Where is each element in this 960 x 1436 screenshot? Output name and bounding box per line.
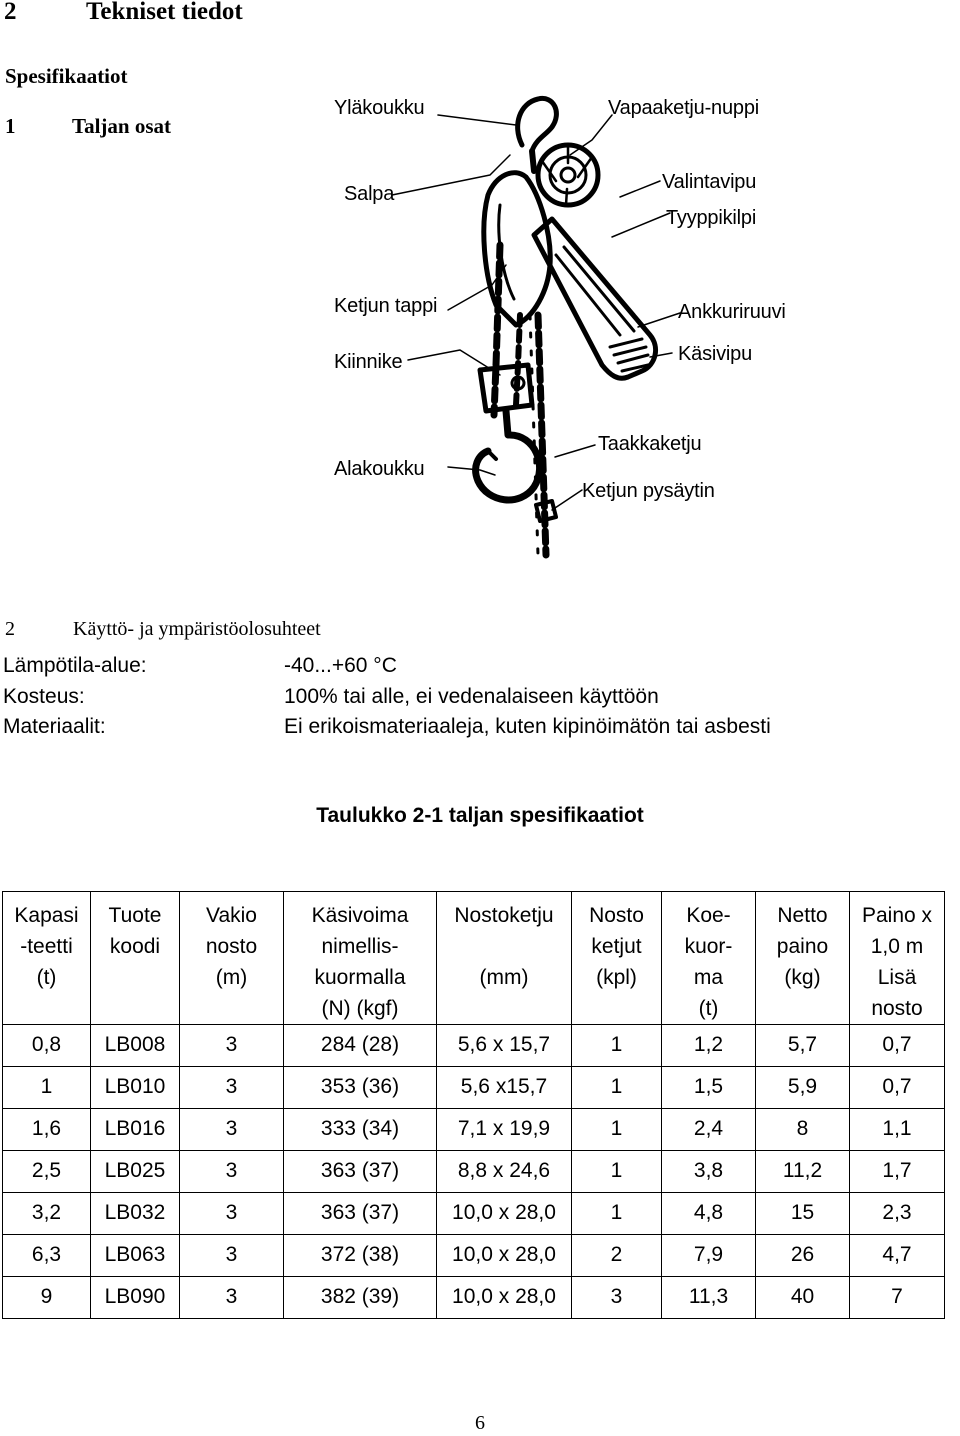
table-cell: LB090 <box>91 1277 180 1319</box>
condition-row <box>3 654 397 678</box>
label-valintavipu: Valintavipu <box>662 171 757 193</box>
table-cell: 2 <box>572 1235 662 1277</box>
label-ketjun-pysaytin: Ketjun pysäytin <box>582 480 715 502</box>
table-cell: 26 <box>756 1235 850 1277</box>
subheading: Spesifikaatiot <box>5 64 128 88</box>
table-cell: 7,1 x 19,9 <box>437 1109 572 1151</box>
table-cell: 1 <box>3 1067 91 1109</box>
label-alakoukku: Alakoukku <box>334 458 425 480</box>
condition-row <box>3 685 659 709</box>
table-row <box>3 1193 945 1235</box>
table-cell: 0,7 <box>850 1067 945 1109</box>
parts-heading <box>5 114 171 139</box>
table-caption-text: Taulukko 2-1 taljan spesifikaatiot <box>316 804 644 827</box>
table-cell: 0,7 <box>850 1025 945 1067</box>
conditions-heading <box>5 618 321 641</box>
table-row <box>3 1067 945 1109</box>
table-cell: LB025 <box>91 1151 180 1193</box>
header-capacity: Kapasi -teetti (t) <box>3 892 91 1025</box>
table-cell: 1 <box>572 1067 662 1109</box>
conditions-heading-number: 2 <box>5 618 15 640</box>
table-cell: 3 <box>572 1277 662 1319</box>
header-chain-falls: Nosto ketjut (kpl) <box>572 892 662 1025</box>
table-cell: 3 <box>180 1235 284 1277</box>
table-cell: 3,8 <box>662 1151 756 1193</box>
label-ylakoukku: Yläkoukku <box>334 97 425 119</box>
label-salpa: Salpa <box>344 183 395 205</box>
table-row <box>3 1109 945 1151</box>
table-cell: 8,8 x 24,6 <box>437 1151 572 1193</box>
section-heading <box>0 0 243 26</box>
condition-label: Kosteus: <box>3 685 85 708</box>
table-cell: 5,7 <box>756 1025 850 1067</box>
header-hand-force: Käsivoima nimellis- kuormalla (N) (kgf) <box>284 892 437 1025</box>
label-vapaaketju-nuppi: Vapaaketju-nuppi <box>608 97 759 119</box>
table-cell: LB008 <box>91 1025 180 1067</box>
label-kiinnike: Kiinnike <box>334 351 403 373</box>
table-cell: 40 <box>756 1277 850 1319</box>
table-cell: LB032 <box>91 1193 180 1235</box>
table-cell: 11,2 <box>756 1151 850 1193</box>
table-cell: 5,6 x15,7 <box>437 1067 572 1109</box>
table-cell: 4,8 <box>662 1193 756 1235</box>
table-cell: 382 (39) <box>284 1277 437 1319</box>
table-cell: 1,6 <box>3 1109 91 1151</box>
table-cell: 1 <box>572 1193 662 1235</box>
page-number: 6 <box>475 1412 485 1434</box>
header-load-chain: Nostoketju (mm) <box>437 892 572 1025</box>
table-cell: 3 <box>180 1193 284 1235</box>
condition-value: Ei erikoismateriaaleja, kuten kipinöimätön tai asbesti <box>284 715 771 738</box>
label-ankkuriruuvi: Ankkuriruuvi <box>678 301 786 323</box>
table-cell: 2,5 <box>3 1151 91 1193</box>
table-cell: 333 (34) <box>284 1109 437 1151</box>
section-title: Tekniset tiedot <box>86 0 243 25</box>
table-cell: 1,1 <box>850 1109 945 1151</box>
spec-table <box>2 891 945 1319</box>
table-cell: 1 <box>572 1109 662 1151</box>
table-cell: 1 <box>572 1151 662 1193</box>
condition-label: Materiaalit: <box>3 715 106 738</box>
condition-label: Lämpötila-alue: <box>3 654 147 677</box>
condition-row <box>3 715 771 739</box>
header-product-code: Tuote koodi <box>91 892 180 1025</box>
header-test-load: Koe- kuor- ma (t) <box>662 892 756 1025</box>
header-net-weight: Netto paino (kg) <box>756 892 850 1025</box>
table-cell: 2,3 <box>850 1193 945 1235</box>
label-ketjun-tappi: Ketjun tappi <box>334 295 438 317</box>
table-cell: 3 <box>180 1277 284 1319</box>
table-cell: LB063 <box>91 1235 180 1277</box>
table-cell: 7,9 <box>662 1235 756 1277</box>
table-cell: 9 <box>3 1277 91 1319</box>
table-cell: 372 (38) <box>284 1235 437 1277</box>
header-extra-weight: Paino x 1,0 m Lisä nosto <box>850 892 945 1025</box>
table-cell: 11,3 <box>662 1277 756 1319</box>
table-cell: 363 (37) <box>284 1193 437 1235</box>
table-caption <box>0 804 960 828</box>
table-cell: 1,2 <box>662 1025 756 1067</box>
parts-heading-title: Taljan osat <box>72 114 172 138</box>
table-cell: 1 <box>572 1025 662 1067</box>
table-cell: 6,3 <box>3 1235 91 1277</box>
table-cell: 15 <box>756 1193 850 1235</box>
table-cell: 0,8 <box>3 1025 91 1067</box>
hoist-figure <box>320 85 820 585</box>
condition-value: -40...+60 °C <box>284 654 397 677</box>
table-row <box>3 1025 945 1067</box>
table-cell: 3,2 <box>3 1193 91 1235</box>
table-cell: 1,7 <box>850 1151 945 1193</box>
table-cell: 353 (36) <box>284 1067 437 1109</box>
table-row <box>3 1235 945 1277</box>
table-cell: 7 <box>850 1277 945 1319</box>
condition-value: 100% tai alle, ei vedenalaiseen käyttöön <box>284 685 659 708</box>
table-cell: 10,0 x 28,0 <box>437 1193 572 1235</box>
table-cell: 284 (28) <box>284 1025 437 1067</box>
table-cell: 10,0 x 28,0 <box>437 1277 572 1319</box>
table-cell: 4,7 <box>850 1235 945 1277</box>
table-cell: 3 <box>180 1067 284 1109</box>
label-kasivipu: Käsivipu <box>678 343 752 365</box>
table-cell: 3 <box>180 1151 284 1193</box>
table-cell: 10,0 x 28,0 <box>437 1235 572 1277</box>
parts-heading-number: 1 <box>5 114 16 138</box>
section-number: 2 <box>4 0 17 25</box>
table-cell: 3 <box>180 1025 284 1067</box>
table-cell: 1,5 <box>662 1067 756 1109</box>
table-cell: LB016 <box>91 1109 180 1151</box>
table-cell: LB010 <box>91 1067 180 1109</box>
label-tyyppikilpi: Tyyppikilpi <box>666 207 757 229</box>
table-cell: 363 (37) <box>284 1151 437 1193</box>
label-taakkaketju: Taakkaketju <box>598 433 702 455</box>
header-standard-lift: Vakio nosto (m) <box>180 892 284 1025</box>
table-cell: 3 <box>180 1109 284 1151</box>
table-cell: 2,4 <box>662 1109 756 1151</box>
table-header-row <box>3 892 945 1025</box>
table-row <box>3 1277 945 1319</box>
table-cell: 5,6 x 15,7 <box>437 1025 572 1067</box>
table-cell: 8 <box>756 1109 850 1151</box>
table-cell: 5,9 <box>756 1067 850 1109</box>
conditions-heading-title: Käyttö- ja ympäristöolosuhteet <box>73 618 321 640</box>
table-row <box>3 1151 945 1193</box>
hoist-illustration <box>320 85 820 585</box>
